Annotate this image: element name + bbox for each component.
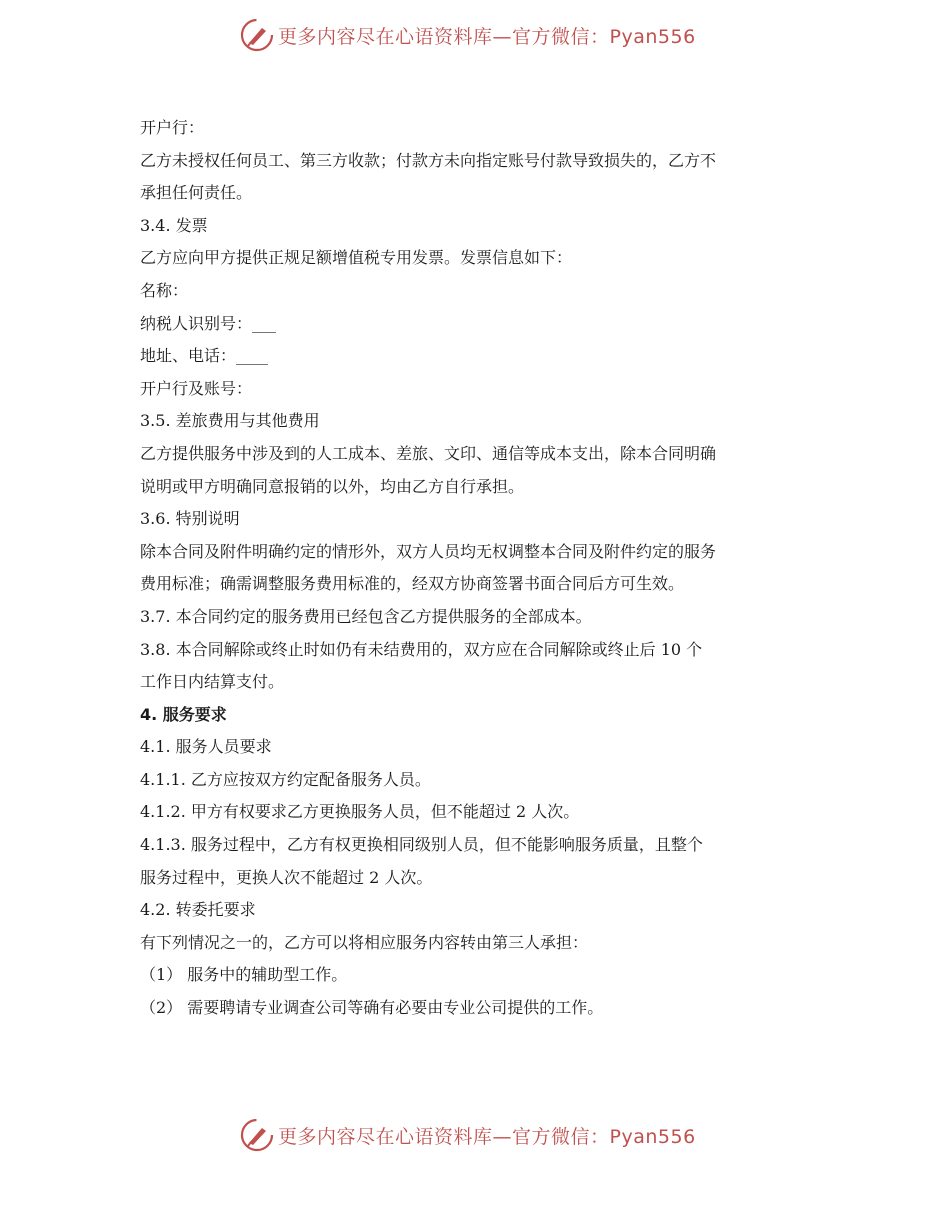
text-line: 说明或甲方明确同意报销的以外，均由乙方自行承担。 <box>140 476 525 496</box>
text-line: 工作日内结算支付。 <box>140 672 285 692</box>
text-line: 费用标准；确需调整服务费用标准的，经双方协商签署书面合同后方可生效。 <box>140 574 685 594</box>
section-title: 4.1. 服务人员要求 <box>140 737 272 757</box>
text-line: 开户行： <box>140 118 205 137</box>
list-item: （2） 需要聘请专业调查公司等确有必要由专业公司提供的工作。 <box>140 998 604 1018</box>
text-line: 服务过程中，更换人次不能超过 2 人次。 <box>140 867 433 887</box>
text-line: 名称： <box>140 280 189 300</box>
text-line: 4.1.1. 乙方应按双方约定配备服务人员。 <box>140 769 431 789</box>
text-line: 除本合同及附件明确约定的情形外，双方人员均无权调整本合同及附件约定的服务 <box>140 541 717 561</box>
document-body <box>140 112 820 1025</box>
text-line: 地址、电话：____ <box>140 346 269 366</box>
text-line: 开户行及账号： <box>140 378 253 398</box>
text-line: 乙方应向甲方提供正规足额增值税专用发票。发票信息如下： <box>140 248 573 268</box>
list-item: （1） 服务中的辅助型工作。 <box>140 965 348 985</box>
text-line: 乙方提供服务中涉及到的人工成本、差旅、文印、通信等成本支出，除本合同明确 <box>140 443 717 463</box>
quill-logo-icon <box>240 1118 274 1152</box>
text-line: 有下列情况之一的，乙方可以将相应服务内容转由第三人承担： <box>140 932 589 952</box>
header-banner <box>240 17 720 53</box>
text-line: 纳税人识别号：___ <box>140 313 277 333</box>
banner-text: 更多内容尽在心语资料库—官方微信：Pyan556 <box>278 25 696 48</box>
section-title: 3.4. 发票 <box>140 215 208 235</box>
chapter-heading: 4. 服务要求 <box>140 704 227 724</box>
footer-banner <box>240 1117 720 1153</box>
text-line: 3.8. 本合同解除或终止时如仍有未结费用的，双方应在合同解除或终止后 10 个 <box>140 639 703 659</box>
quill-logo-icon <box>240 18 274 52</box>
text-line: 4.1.3. 服务过程中，乙方有权更换相同级别人员，但不能影响服务质量，且整个 <box>140 835 703 855</box>
section-title: 3.5. 差旅费用与其他费用 <box>140 411 320 431</box>
text-line: 承担任何责任。 <box>140 183 253 203</box>
text-line: 乙方未授权任何员工、第三方收款；付款方未向指定账号付款导致损失的，乙方不 <box>140 150 717 170</box>
section-title: 4.2. 转委托要求 <box>140 900 256 920</box>
text-line: 3.7. 本合同约定的服务费用已经包含乙方提供服务的全部成本。 <box>140 606 592 626</box>
section-title: 3.6. 特别说明 <box>140 509 240 529</box>
text-line: 4.1.2. 甲方有权要求乙方更换服务人员，但不能超过 2 人次。 <box>140 802 580 822</box>
banner-text: 更多内容尽在心语资料库—官方微信：Pyan556 <box>278 1125 696 1148</box>
